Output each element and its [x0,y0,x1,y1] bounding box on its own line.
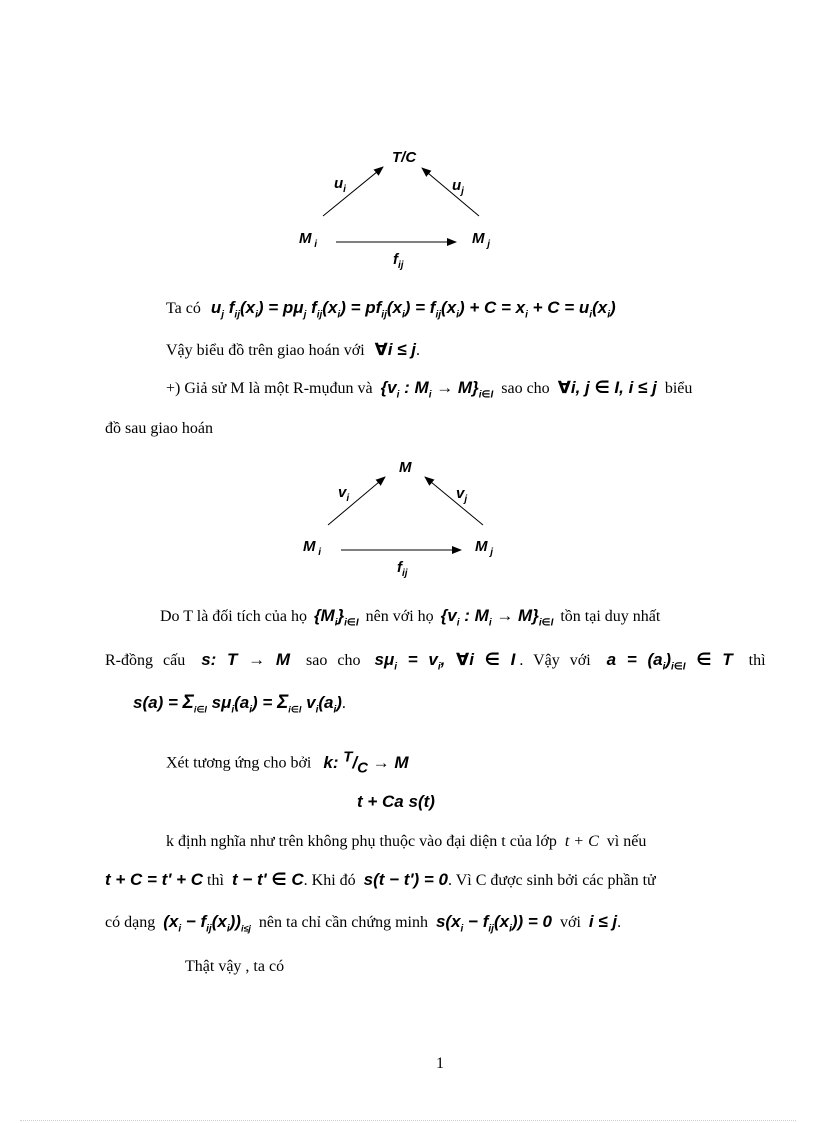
para6-l1f: t + C [564,833,599,850]
para3-lead: +) Giả sử M là một R-mụđun và [166,380,373,397]
para2-formula: ∀i ≤ j [374,340,417,359]
para4-l3end: . [341,695,346,712]
paragraph-6-line-3 [105,912,621,934]
para5-formula: k: $^T/_C \to M$ [323,748,409,777]
para4-l3f: $s(a) = \Sigma_{i\in I}$ $s\mu_i(a_i) = \Sigma_{i\in I}$ $v_i(a_i)$ [133,692,342,716]
para2-end: . [416,342,421,359]
object-T-over-C: T/C [392,149,417,166]
paragraph-4-line-1 [160,606,660,628]
diagram-1-left-arrow-label: $u_i$ [334,175,346,195]
diagram-1-left-object: M $_i$ [299,230,318,250]
para6-l2a: thì [207,872,224,889]
para6-l3f3: i ≤ j [588,912,618,931]
para4-l2f2: $s\mu_i = v_i$, ∀i ∈ I [374,650,516,673]
para4-l2c: . Vậy với [519,652,591,669]
diagram-1-right-arrow-label: $u_j$ [452,177,464,197]
para4-l2b: sao cho [306,652,361,669]
para4-l2d: thì [748,652,766,669]
paragraph-6-line-1 [166,833,646,851]
para1-formula: $u_j$ $f_{ij}(x_i) = p\mu_j$ $f_{ij}(x_i) = pf_{ij}(x_i) = f_{ij}(x_i) + C = x_i + C = u_i(x_i)$ [210,298,616,321]
diagram-2-left-arrow-label: $v_i$ [338,484,350,504]
diagram-2-bottom-arrow-label: $f_{ij}$ [397,559,408,579]
para6-l3f2: $s(x_i - f_{ij}(x_i)) = 0$ [435,912,552,935]
para4-mid: nên với họ [365,608,434,625]
para1-lead: Ta có [166,300,201,317]
para3-mid: sao cho [501,380,550,397]
para6-l2b: . Khi đó [303,872,356,889]
para2-text: Vậy biểu đồ trên giao hoán với [166,342,365,359]
para6-l2f1: t + C = t' + C [105,870,204,889]
paragraph-4-line-3 [133,692,346,715]
paragraph-7: Thật vậy , ta có [185,958,285,975]
arrow-vj [425,477,483,525]
diagram-1-bottom-arrow-label: $f_{ij}$ [393,251,404,271]
para4-lead: Do T là đối tích của họ [160,608,307,625]
para3-formula-1: {$v_i$ : $M_i \to M\}_{i\in I}$ [380,378,494,401]
para6-l3a: có dạng [105,914,156,931]
para3-tail: biểu [664,380,693,397]
diagram-2-right-arrow-label: $v_j$ [456,485,468,505]
para3-formula-2: ∀i, j ∈ I, i ≤ j [557,378,657,397]
diagram-2-right-object: M $_j$ [475,538,494,558]
para6-l3c: với [560,914,581,931]
para4-tail: tồn tại duy nhất [560,608,661,625]
para6-l2f3: s(t − t') = 0 [363,870,448,889]
para6-l3d: . [617,914,622,931]
para6-l1a: k định nghĩa như trên không phụ thuộc vào đại diện t của lớp [166,833,557,850]
para6-l3f1: $(x_i - f_{ij}(x_i))_{i\le j}$ [163,912,251,935]
para4-formula-1: $\{M_i\}_{i\in I}$ [313,606,359,629]
para6-l3b: nên ta chỉ cần chứng minh [258,914,428,931]
para5-map: t + Ca s(t) [357,792,435,811]
arrow-vi [328,477,385,525]
page-bottom-rule [20,1120,796,1121]
para4-l2a: R-đồng cấu [105,652,186,669]
para5-lead: Xét tương ứng cho bởi [166,754,312,772]
para6-l2c: . Vì C được sinh bởi các phần tử [448,872,656,889]
page-number: 1 [436,1055,444,1072]
para6-l1b: vì nếu [606,833,647,850]
para4-l2f1: s: T → M [201,650,291,669]
diagram-2-left-object: M $_i$ [303,538,322,558]
paragraph-4-line-2 [105,650,766,672]
para6-l2f2: t − t' ∈ C [231,870,304,889]
diagram-2-top-object: M [399,459,412,476]
diagram-1-right-object: M $_j$ [472,230,491,250]
paragraph-3-line-2: đồ sau giao hoán [105,420,213,437]
para4-formula-2: {$v_i$ : $M_i \to M\}_{i\in I}$ [440,606,554,629]
paragraph-6-line-2 [105,870,656,890]
para4-l2f3: $a = (a_i)_{i\in I}$ ∈ T [606,650,733,673]
paragraph-5 [166,748,409,776]
